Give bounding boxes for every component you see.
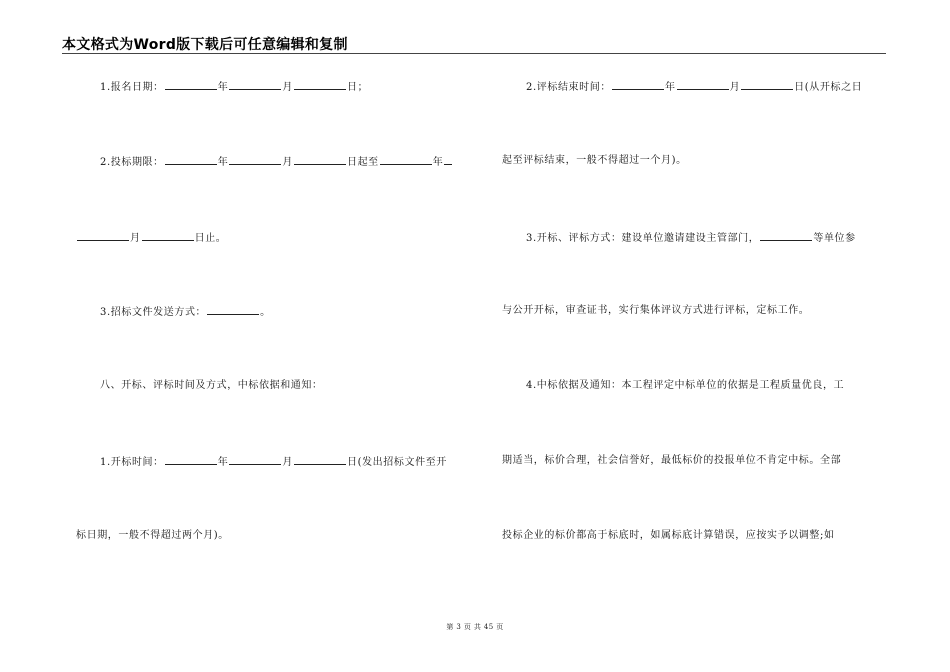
page-number-footer: 第 3 页 共 45 页 bbox=[446, 623, 504, 631]
unit-day: 日(发出招标文件至开 bbox=[346, 457, 447, 468]
bid-period-line-continued bbox=[76, 230, 226, 246]
line-end: 等单位参 bbox=[813, 233, 856, 244]
line-label: 3.开标、评标方式：建设单位邀请建设主管部门， bbox=[526, 233, 760, 244]
unit-month: 月 bbox=[130, 233, 141, 244]
unit-day: 日(从开标之日 bbox=[794, 82, 863, 93]
registration-date-line bbox=[76, 79, 368, 95]
blank-field bbox=[741, 79, 793, 90]
blank-field bbox=[444, 154, 452, 165]
line-label: 3.招标文件发送方式： bbox=[100, 307, 207, 318]
line-label: 1.开标时间： bbox=[100, 457, 164, 468]
opening-time-line-continued: 标日期，一般不得超过两个月)。 bbox=[76, 530, 229, 541]
blank-field bbox=[380, 154, 432, 165]
section-heading-eight: 八、开标、评标时间及方式，中标依据和通知： bbox=[100, 380, 323, 391]
award-basis-line-continued-2: 投标企业的标价都高于标底时，如属标底计算错误，应按实予以调整;如 bbox=[502, 530, 835, 541]
line-label: 2.投标期限： bbox=[100, 157, 164, 168]
unit-month: 月 bbox=[282, 457, 293, 468]
unit-from-to: 日起至 bbox=[346, 157, 379, 168]
evaluation-end-line-continued: 起至评标结束，一般不得超过一个月)。 bbox=[502, 155, 687, 166]
opening-time-line bbox=[76, 454, 447, 470]
blank-field bbox=[77, 230, 129, 241]
document-header-title: 本文格式为Word版下载后可任意编辑和复制 bbox=[62, 37, 348, 53]
blank-field bbox=[677, 79, 729, 90]
line-label: 1.报名日期： bbox=[100, 82, 164, 93]
unit-year: 年 bbox=[217, 457, 229, 468]
evaluation-method-line-continued: 与公开开标，审查证书，实行集体评议方式进行评标，定标工作。 bbox=[502, 305, 810, 316]
unit-month: 月 bbox=[282, 157, 293, 168]
unit-month: 月 bbox=[282, 82, 293, 93]
blank-field bbox=[142, 230, 194, 241]
line-end: 。 bbox=[260, 307, 271, 318]
unit-day: 日； bbox=[346, 82, 369, 93]
document-delivery-line bbox=[76, 304, 271, 320]
bid-period-line bbox=[76, 154, 453, 170]
blank-field bbox=[294, 454, 346, 465]
unit-year: 年 bbox=[664, 82, 676, 93]
unit-end: 日止。 bbox=[194, 233, 227, 244]
blank-field bbox=[229, 154, 281, 165]
award-basis-line-continued: 期适当，标价合理，社会信誉好，最低标价的投报单位不肯定中标。全部 bbox=[502, 455, 842, 466]
blank-field bbox=[294, 154, 346, 165]
header-divider bbox=[62, 53, 886, 54]
blank-field bbox=[165, 154, 217, 165]
award-basis-line: 4.中标依据及通知：本工程评定中标单位的依据是工程质量优良，工 bbox=[526, 380, 845, 391]
unit-year: 年 bbox=[432, 157, 444, 168]
unit-month: 月 bbox=[729, 82, 741, 93]
unit-year: 年 bbox=[217, 82, 229, 93]
blank-field bbox=[165, 454, 217, 465]
blank-field bbox=[165, 79, 217, 90]
evaluation-method-line bbox=[502, 230, 856, 246]
blank-field bbox=[612, 79, 664, 90]
blank-field bbox=[294, 79, 346, 90]
evaluation-end-line bbox=[502, 79, 862, 95]
blank-field bbox=[229, 79, 281, 90]
blank-field bbox=[760, 230, 812, 241]
unit-year: 年 bbox=[217, 157, 229, 168]
blank-field bbox=[229, 454, 281, 465]
blank-field bbox=[207, 304, 259, 315]
line-label: 2.评标结束时间： bbox=[526, 82, 611, 93]
